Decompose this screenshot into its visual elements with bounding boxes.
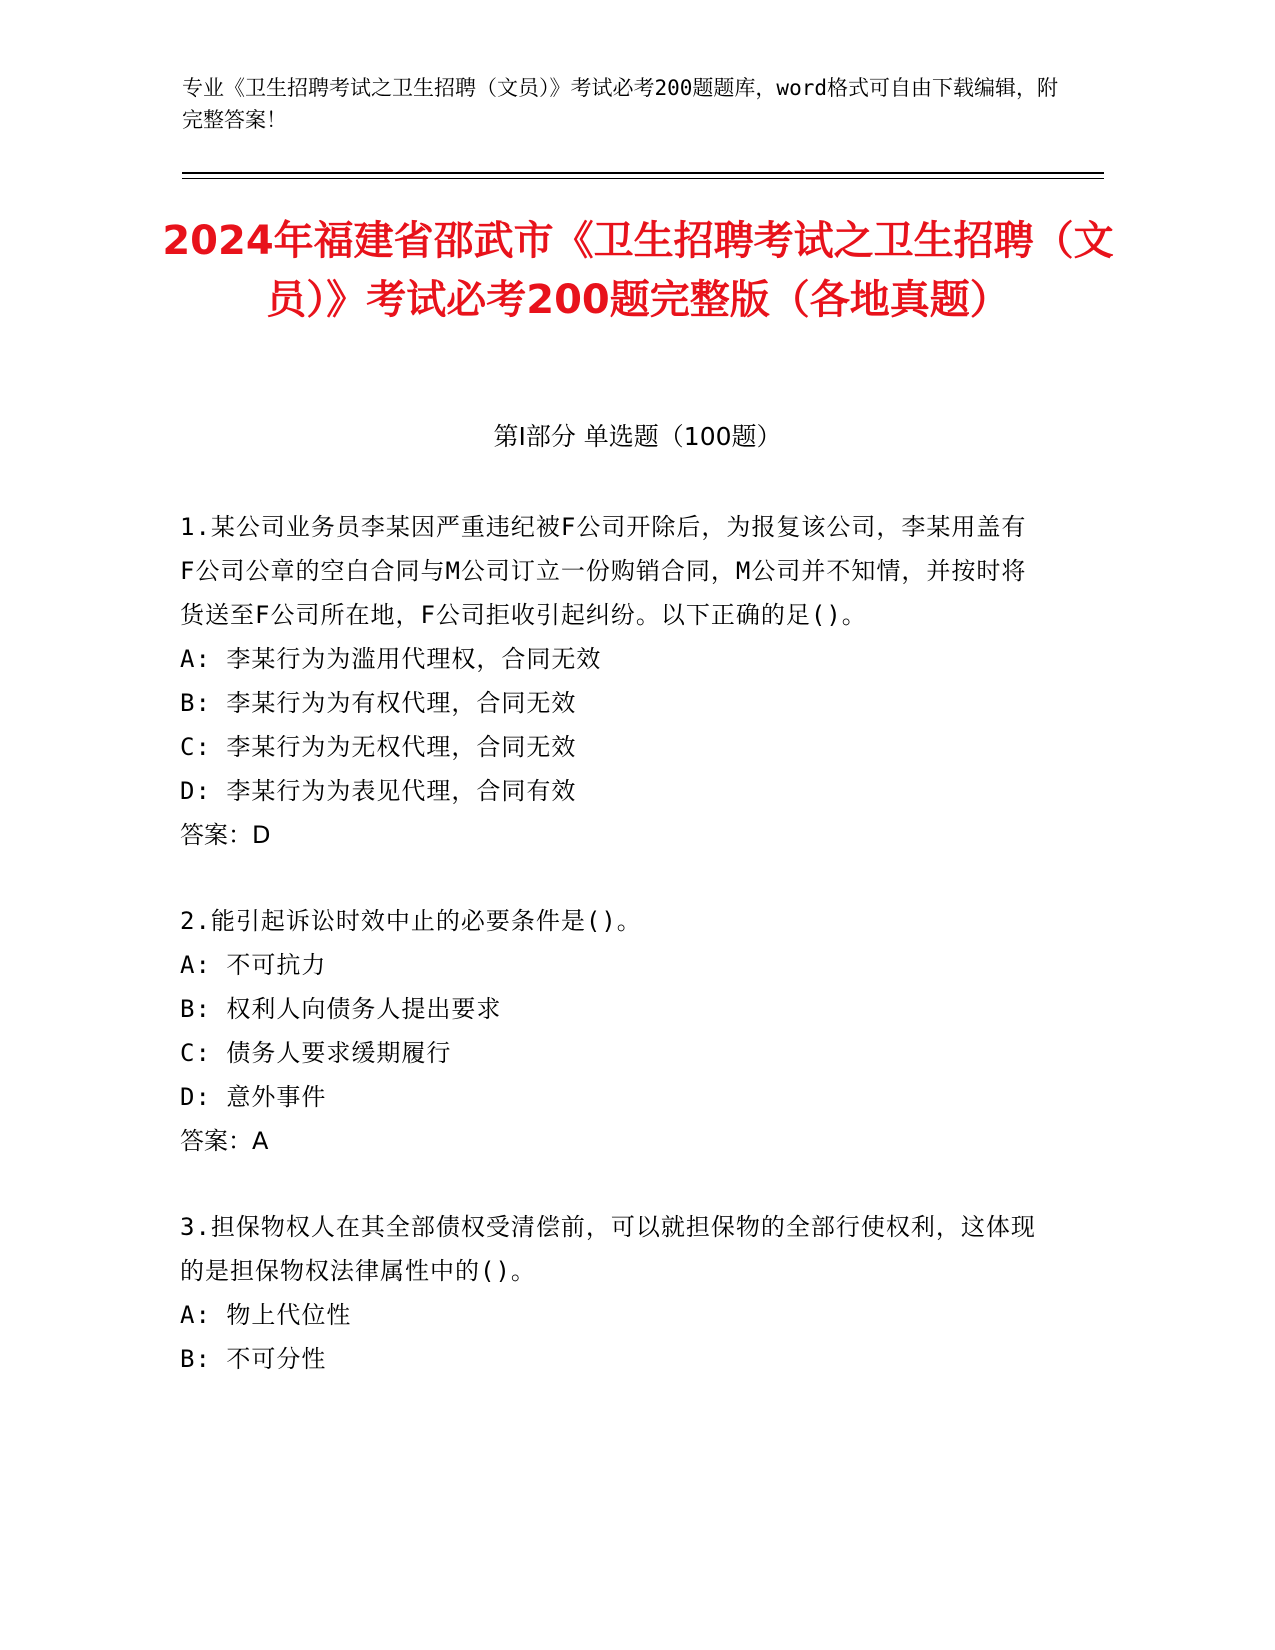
- question-3: [180, 1205, 1040, 1381]
- question-list: [180, 505, 1040, 1423]
- option-a: A: 李某行为为滥用代理权，合同无效: [180, 645, 602, 673]
- question-1: [180, 505, 1040, 857]
- option-c: C: 债务人要求缓期履行: [180, 1039, 452, 1067]
- answer-line: 答案：D: [180, 821, 271, 849]
- question-2: [180, 899, 1040, 1163]
- option-a: A: 物上代位性: [180, 1301, 352, 1329]
- option-d: D: 意外事件: [180, 1083, 327, 1111]
- header-note: 专业《卫生招聘考试之卫生招聘（文员）》考试必考200题题库，word格式可自由下载编辑，附完整答案！: [182, 76, 1058, 132]
- option-d: D: 李某行为为表见代理，合同有效: [180, 777, 577, 805]
- section-heading: 第Ⅰ部分 单选题（100题）: [493, 422, 782, 451]
- header-divider-thick: [182, 172, 1104, 174]
- header-divider-thin: [182, 178, 1104, 179]
- option-b: B: 权利人向债务人提出要求: [180, 995, 502, 1023]
- question-stem: 1.某公司业务员李某因严重违纪被F公司开除后，为报复该公司，李某用盖有F公司公章的空白合同与M公司订立一份购销合同，M公司并不知情，并按时将货送至F公司所在地，F公司拒收引起纠纷。以下正确的足()。: [180, 513, 1027, 629]
- question-stem: 2.能引起诉讼时效中止的必要条件是()。: [180, 907, 642, 935]
- document-title: 2024年福建省邵武市《卫生招聘考试之卫生招聘（文员）》考试必考200题完整版（各地真题）: [162, 218, 1114, 323]
- option-b: B: 李某行为为有权代理，合同无效: [180, 689, 577, 717]
- question-stem: 3.担保物权人在其全部债权受清偿前，可以就担保物的全部行使权利，这体现的是担保物权法律属性中的()。: [180, 1213, 1036, 1285]
- option-c: C: 李某行为为无权代理，合同无效: [180, 733, 577, 761]
- answer-line: 答案：A: [180, 1127, 269, 1155]
- option-a: A: 不可抗力: [180, 951, 327, 979]
- option-b: B: 不可分性: [180, 1345, 327, 1373]
